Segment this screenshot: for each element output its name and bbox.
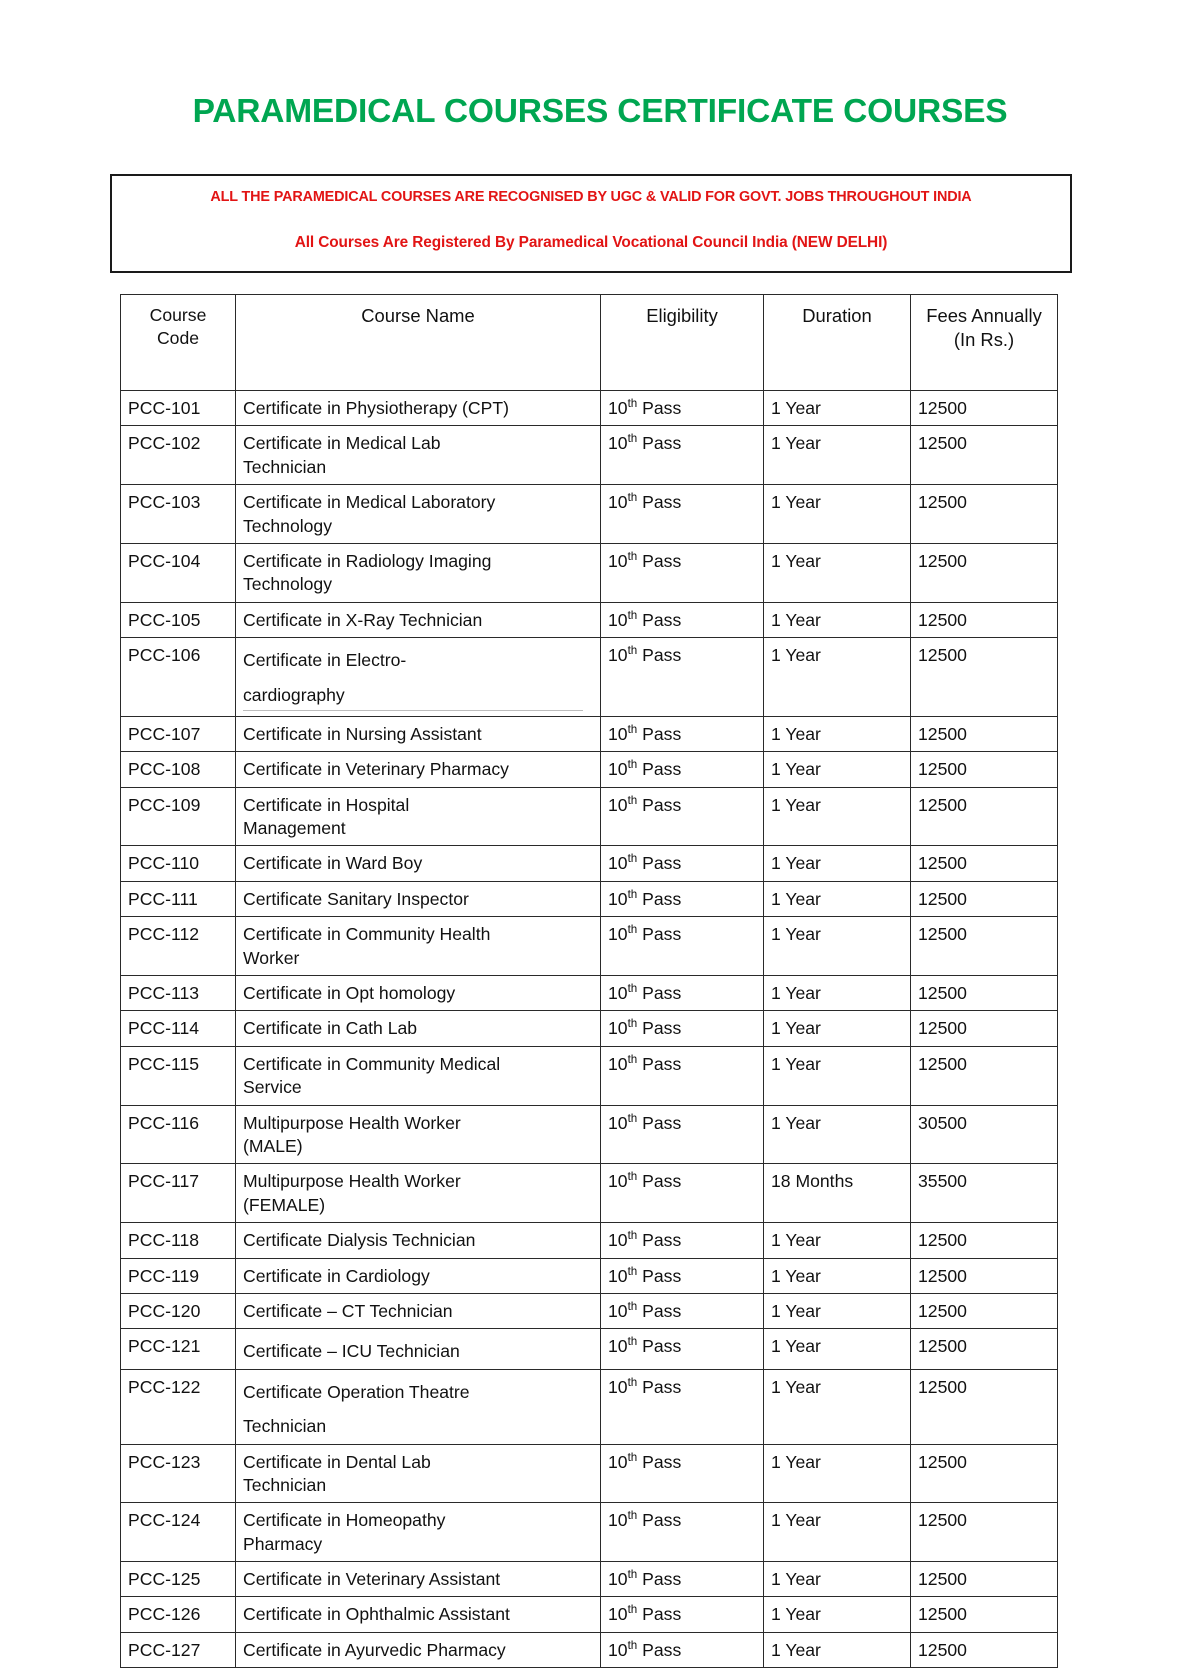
ordinal-suffix: th (627, 1450, 638, 1464)
table-row (121, 426, 1058, 485)
cell-duration: 1 Year (764, 1011, 911, 1046)
cell-fees: 12500 (911, 1293, 1058, 1328)
course-name-line1: Certificate Dialysis Technician (243, 1230, 476, 1251)
course-name-line1: Certificate in Cath Lab (243, 1018, 418, 1039)
cell-eligibility: 10th Pass (601, 716, 764, 751)
course-name-line2: Technology (243, 515, 333, 536)
fees-header-line1: Fees Annually (926, 305, 1042, 326)
table-row (121, 1444, 1058, 1503)
cell-fees: 12500 (911, 752, 1058, 787)
course-name-line1: Multipurpose Health Worker (243, 1171, 461, 1192)
cell-course-code: PCC-113 (121, 976, 236, 1011)
cell-course-name (236, 1597, 601, 1632)
course-code-header-line2: Code (156, 328, 200, 349)
ordinal-suffix: th (627, 982, 638, 996)
cell-course-code: PCC-114 (121, 1011, 236, 1046)
cell-fees: 12500 (911, 426, 1058, 485)
course-name-line1: Certificate – ICU Technician (243, 1341, 460, 1362)
table-header (121, 295, 1058, 391)
cell-duration: 1 Year (764, 1597, 911, 1632)
cell-course-name (236, 1369, 601, 1444)
course-name-line1: Certificate in Veterinary Assistant (243, 1569, 501, 1590)
cell-course-name (236, 543, 601, 602)
ordinal-suffix: th (627, 1300, 638, 1314)
cell-eligibility: 10th Pass (601, 917, 764, 976)
cell-course-name (236, 1258, 601, 1293)
table-row (121, 1597, 1058, 1632)
table-row (121, 1329, 1058, 1369)
cell-fees: 12500 (911, 917, 1058, 976)
cell-course-code: PCC-120 (121, 1293, 236, 1328)
cell-eligibility: 10th Pass (601, 543, 764, 602)
table-row (121, 1164, 1058, 1223)
cell-fees: 12500 (911, 1369, 1058, 1444)
cell-eligibility: 10th Pass (601, 1011, 764, 1046)
column-header-course-code (121, 295, 236, 391)
cell-course-name (236, 716, 601, 751)
cell-fees: 12500 (911, 485, 1058, 544)
ordinal-suffix: th (627, 491, 638, 505)
ordinal-suffix: th (627, 1568, 638, 1582)
table-row (121, 391, 1058, 426)
cell-course-code: PCC-117 (121, 1164, 236, 1223)
cell-eligibility: 10th Pass (601, 1223, 764, 1258)
course-name-line1: Certificate in Radiology Imaging (243, 550, 492, 571)
table-row (121, 1503, 1058, 1562)
course-name-line1: Certificate in Opt homology (243, 983, 456, 1004)
cell-duration: 1 Year (764, 1105, 911, 1164)
cell-course-code: PCC-103 (121, 485, 236, 544)
cell-duration: 1 Year (764, 1329, 911, 1369)
column-header-eligibility: Eligibility (601, 295, 764, 391)
cell-eligibility: 10th Pass (601, 1562, 764, 1597)
cell-fees: 30500 (911, 1105, 1058, 1164)
cell-course-code: PCC-115 (121, 1046, 236, 1105)
cell-fees: 12500 (911, 1258, 1058, 1293)
table-row (121, 917, 1058, 976)
cell-fees: 12500 (911, 602, 1058, 637)
ordinal-suffix: th (627, 397, 638, 411)
course-name-line2: Worker (243, 947, 300, 968)
course-name-line1: Certificate in Cardiology (243, 1265, 430, 1286)
cell-fees: 12500 (911, 1597, 1058, 1632)
cell-course-name (236, 1223, 601, 1258)
cell-course-name (236, 881, 601, 916)
cell-fees: 12500 (911, 846, 1058, 881)
table-row (121, 602, 1058, 637)
cell-course-code: PCC-121 (121, 1329, 236, 1369)
course-name-line1: Certificate in X-Ray Technician (243, 609, 483, 630)
cell-course-code: PCC-122 (121, 1369, 236, 1444)
cell-fees: 12500 (911, 716, 1058, 751)
cell-duration: 1 Year (764, 1562, 911, 1597)
column-header-course-name: Course Name (236, 295, 601, 391)
cell-course-code: PCC-108 (121, 752, 236, 787)
course-name-line1: Certificate – CT Technician (243, 1300, 453, 1321)
column-header-fees (911, 295, 1058, 391)
course-name-line1: Certificate in Community Health (243, 924, 491, 945)
course-name-line2: (FEMALE) (243, 1194, 326, 1215)
course-name-line1: Certificate in Nursing Assistant (243, 723, 482, 744)
table-row (121, 1632, 1058, 1667)
course-name-line1: Certificate Sanitary Inspector (243, 888, 469, 909)
cell-course-name (236, 752, 601, 787)
cell-course-name (236, 787, 601, 846)
course-name-line1: Multipurpose Health Worker (243, 1112, 461, 1133)
cell-course-code: PCC-109 (121, 787, 236, 846)
cell-eligibility: 10th Pass (601, 1503, 764, 1562)
cell-fees: 12500 (911, 1632, 1058, 1667)
cell-duration: 1 Year (764, 846, 911, 881)
cell-course-name (236, 1046, 601, 1105)
course-name-line2: Technology (243, 574, 333, 595)
cell-duration: 1 Year (764, 1632, 911, 1667)
cell-eligibility: 10th Pass (601, 1258, 764, 1293)
cell-course-code: PCC-116 (121, 1105, 236, 1164)
table-header-row (121, 295, 1058, 391)
cell-fees: 12500 (911, 1444, 1058, 1503)
cell-course-name (236, 1503, 601, 1562)
cell-eligibility: 10th Pass (601, 1293, 764, 1328)
table-row (121, 1223, 1058, 1258)
cell-duration: 1 Year (764, 602, 911, 637)
ordinal-suffix: th (627, 1017, 638, 1031)
table-row (121, 976, 1058, 1011)
cell-eligibility: 10th Pass (601, 846, 764, 881)
ordinal-suffix: th (627, 608, 638, 622)
cell-course-name (236, 1562, 601, 1597)
cell-duration: 1 Year (764, 391, 911, 426)
course-name-line1: Certificate in Homeopathy (243, 1510, 446, 1531)
cell-duration: 1 Year (764, 1258, 911, 1293)
cell-eligibility: 10th Pass (601, 976, 764, 1011)
cell-duration: 1 Year (764, 917, 911, 976)
cell-course-name (236, 602, 601, 637)
course-name-line2: (MALE) (243, 1135, 303, 1156)
cell-course-name (236, 1632, 601, 1667)
cell-fees: 12500 (911, 881, 1058, 916)
cell-fees: 12500 (911, 1011, 1058, 1046)
ordinal-suffix: th (627, 793, 638, 807)
table-row (121, 716, 1058, 751)
ordinal-suffix: th (627, 923, 638, 937)
ordinal-suffix: th (627, 1052, 638, 1066)
cell-course-code: PCC-119 (121, 1258, 236, 1293)
cell-duration: 1 Year (764, 976, 911, 1011)
cell-fees: 12500 (911, 976, 1058, 1011)
cell-course-code: PCC-110 (121, 846, 236, 881)
cell-course-name (236, 1011, 601, 1046)
table-body (121, 391, 1058, 1668)
cell-course-code: PCC-104 (121, 543, 236, 602)
cell-duration: 1 Year (764, 543, 911, 602)
cell-course-code: PCC-106 (121, 638, 236, 717)
course-name-line2: Technician (243, 1474, 327, 1495)
cell-course-code: PCC-101 (121, 391, 236, 426)
courses-table (120, 294, 1058, 1668)
cell-course-code: PCC-123 (121, 1444, 236, 1503)
course-name-line2: Pharmacy (243, 1533, 323, 1554)
ordinal-suffix: th (627, 550, 638, 564)
cell-course-name (236, 917, 601, 976)
courses-table-container (120, 294, 1057, 1668)
cell-duration: 1 Year (764, 1369, 911, 1444)
cell-course-name (236, 846, 601, 881)
cell-course-code: PCC-124 (121, 1503, 236, 1562)
cell-eligibility: 10th Pass (601, 752, 764, 787)
notice-banner (110, 174, 1072, 273)
cell-eligibility: 10th Pass (601, 426, 764, 485)
course-name-line1: Certificate in Dental Lab (243, 1451, 431, 1472)
cell-course-code: PCC-112 (121, 917, 236, 976)
course-name-line2: Management (243, 818, 346, 839)
cell-course-name (236, 1164, 601, 1223)
cell-eligibility: 10th Pass (601, 1164, 764, 1223)
cell-eligibility: 10th Pass (601, 638, 764, 717)
cell-eligibility: 10th Pass (601, 787, 764, 846)
table-row (121, 1105, 1058, 1164)
ordinal-suffix: th (627, 1229, 638, 1243)
cell-course-name (236, 485, 601, 544)
cell-course-code: PCC-102 (121, 426, 236, 485)
ordinal-suffix: th (627, 888, 638, 901)
table-row (121, 1562, 1058, 1597)
cell-duration: 1 Year (764, 752, 911, 787)
cell-duration: 1 Year (764, 787, 911, 846)
ordinal-suffix: th (627, 1170, 638, 1184)
table-row (121, 881, 1058, 916)
cell-fees: 12500 (911, 1046, 1058, 1105)
cell-eligibility: 10th Pass (601, 1105, 764, 1164)
course-name-line1: Certificate in Hospital (243, 794, 410, 815)
cell-course-code: PCC-126 (121, 1597, 236, 1632)
cell-course-code: PCC-118 (121, 1223, 236, 1258)
notice-line-recognition: ALL THE PARAMEDICAL COURSES ARE RECOGNISED BY UGC & VALID FOR GOVT. JOBS THROUGHOUT INDIA (210, 189, 972, 205)
course-name-line2: Technician (243, 1416, 327, 1437)
course-name-line1: Certificate in Electro- (243, 650, 407, 671)
course-name-line2: Technician (243, 456, 327, 477)
cell-duration: 18 Months (764, 1164, 911, 1223)
cell-duration: 1 Year (764, 638, 911, 717)
course-name-line1: Certificate in Ward Boy (243, 853, 423, 874)
course-code-header-line1: Course (149, 305, 207, 325)
course-name-line2: Service (243, 1077, 302, 1098)
table-row (121, 1369, 1058, 1444)
cell-course-name (236, 1293, 601, 1328)
cell-fees: 12500 (911, 543, 1058, 602)
cell-eligibility: 10th Pass (601, 1046, 764, 1105)
course-name-line1: Certificate in Veterinary Pharmacy (243, 759, 509, 780)
cell-duration: 1 Year (764, 1444, 911, 1503)
cell-duration: 1 Year (764, 485, 911, 544)
cell-eligibility: 10th Pass (601, 1329, 764, 1369)
ordinal-suffix: th (627, 1111, 638, 1125)
table-row (121, 846, 1058, 881)
page-title: PARAMEDICAL COURSES CERTIFICATE COURSES (192, 93, 1008, 130)
cell-duration: 1 Year (764, 1046, 911, 1105)
cell-duration: 1 Year (764, 1503, 911, 1562)
cell-eligibility: 10th Pass (601, 391, 764, 426)
ordinal-suffix: th (627, 758, 638, 772)
cell-fees: 12500 (911, 1223, 1058, 1258)
ordinal-suffix: th (627, 723, 638, 737)
cell-eligibility: 10th Pass (601, 1369, 764, 1444)
course-name-line2: cardiography (243, 684, 345, 705)
cell-eligibility: 10th Pass (601, 602, 764, 637)
course-name-line1: Certificate in Community Medical (243, 1053, 501, 1074)
cell-fees: 12500 (911, 787, 1058, 846)
cell-fees: 12500 (911, 638, 1058, 717)
course-name-line1: Certificate in Medical Lab (243, 433, 441, 454)
notice-line-registration: All Courses Are Registered By Paramedical Vocational Council India (NEW DELHI) (294, 234, 888, 251)
ordinal-suffix: th (627, 1375, 638, 1389)
course-name-underline (243, 710, 583, 711)
cell-course-name (236, 976, 601, 1011)
ordinal-suffix: th (627, 1638, 638, 1652)
ordinal-suffix: th (627, 1264, 638, 1278)
cell-duration: 1 Year (764, 1293, 911, 1328)
table-row (121, 1258, 1058, 1293)
table-row (121, 1011, 1058, 1046)
ordinal-suffix: th (627, 432, 638, 446)
cell-course-name (236, 1105, 601, 1164)
table-row (121, 638, 1058, 717)
ordinal-suffix: th (627, 644, 638, 658)
cell-course-name (236, 426, 601, 485)
cell-duration: 1 Year (764, 426, 911, 485)
cell-eligibility: 10th Pass (601, 1632, 764, 1667)
cell-course-name (236, 1329, 601, 1369)
table-row (121, 1046, 1058, 1105)
course-name-line1: Certificate in Ayurvedic Pharmacy (243, 1639, 506, 1660)
cell-course-code: PCC-125 (121, 1562, 236, 1597)
table-row (121, 543, 1058, 602)
course-name-line1: Certificate in Physiotherapy (CPT) (243, 398, 509, 418)
cell-eligibility: 10th Pass (601, 1597, 764, 1632)
column-header-duration: Duration (764, 295, 911, 391)
cell-course-code: PCC-105 (121, 602, 236, 637)
cell-course-code: PCC-107 (121, 716, 236, 751)
cell-fees: 12500 (911, 1503, 1058, 1562)
cell-fees: 12500 (911, 391, 1058, 426)
cell-duration: 1 Year (764, 881, 911, 916)
cell-fees: 12500 (911, 1329, 1058, 1369)
cell-eligibility: 10th Pass (601, 485, 764, 544)
cell-course-name (236, 391, 601, 426)
cell-course-name (236, 1444, 601, 1503)
cell-duration: 1 Year (764, 716, 911, 751)
cell-duration: 1 Year (764, 1223, 911, 1258)
cell-fees: 35500 (911, 1164, 1058, 1223)
table-row (121, 752, 1058, 787)
cell-eligibility: 10th Pass (601, 1444, 764, 1503)
ordinal-suffix: th (627, 1603, 638, 1617)
fees-header-line2: (In Rs.) (953, 329, 1015, 351)
cell-course-code: PCC-111 (121, 881, 236, 916)
course-name-line1: Certificate in Ophthalmic Assistant (243, 1604, 510, 1625)
cell-course-code: PCC-127 (121, 1632, 236, 1667)
cell-fees: 12500 (911, 1562, 1058, 1597)
table-row (121, 485, 1058, 544)
table-row (121, 787, 1058, 846)
ordinal-suffix: th (627, 1335, 638, 1349)
ordinal-suffix: th (627, 852, 638, 866)
cell-eligibility: 10th Pass (601, 881, 764, 916)
course-name-line1: Certificate in Medical Laboratory (243, 492, 496, 513)
course-name-line1: Certificate Operation Theatre (243, 1381, 470, 1402)
ordinal-suffix: th (627, 1509, 638, 1523)
cell-course-name (236, 638, 601, 717)
table-row (121, 1293, 1058, 1328)
